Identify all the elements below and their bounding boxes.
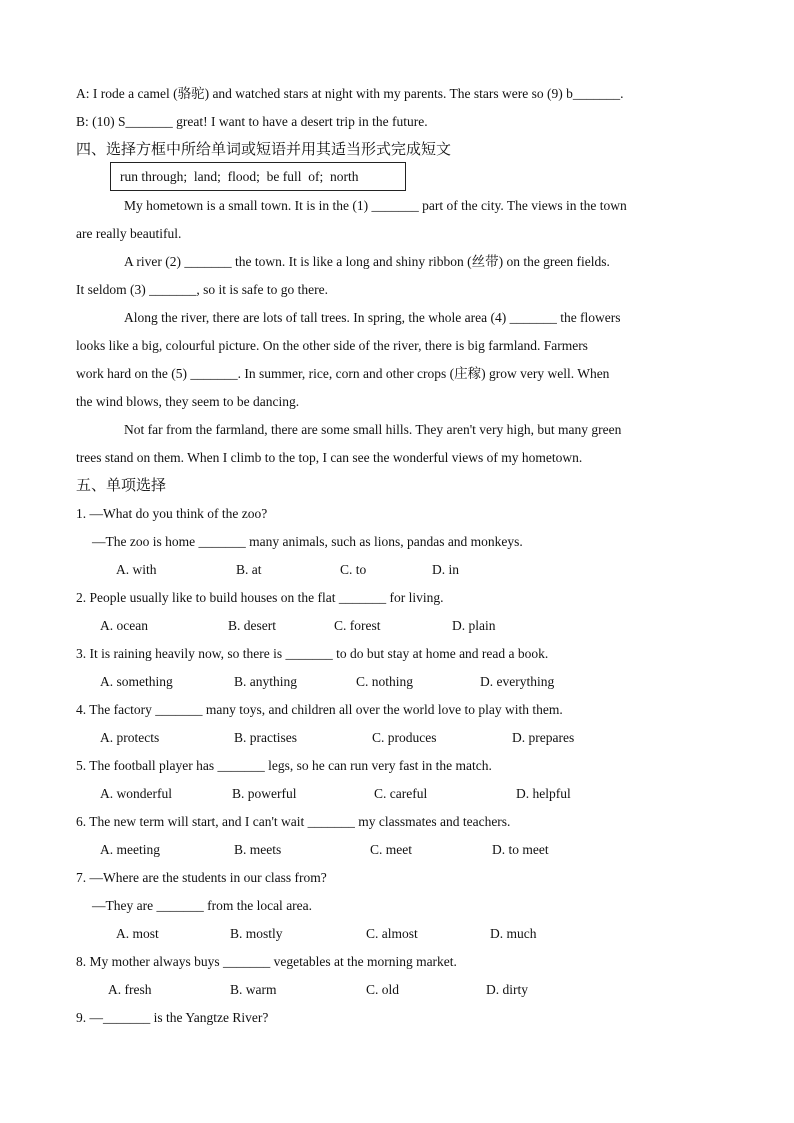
option-d[interactable]: D. helpful bbox=[516, 786, 571, 801]
question-stem: 3. It is raining heavily now, so there is _______ to do but stay at home and read a book. bbox=[76, 646, 549, 661]
question-stem: 2. People usually like to build houses on the flat _______ for living. bbox=[76, 590, 444, 605]
passage-line: work hard on the (5) _______. In summer, rice, corn and other crops (庄稼) grow very well. When bbox=[76, 366, 610, 381]
option-c[interactable]: C. to bbox=[340, 562, 367, 577]
question-answer-line: —They are _______ from the local area. bbox=[92, 898, 313, 913]
option-b[interactable]: B. desert bbox=[228, 618, 276, 633]
passage-line: My hometown is a small town. It is in the (1) _______ part of the city. The views in the town bbox=[124, 198, 627, 213]
question-stem: 9. —_______ is the Yangtze River? bbox=[76, 1010, 269, 1025]
section-5-heading: 五、单项选择 bbox=[76, 476, 167, 494]
option-b[interactable]: B. warm bbox=[230, 982, 277, 997]
dialogue-line-b: B: (10) S_______ great! I want to have a desert trip in the future. bbox=[76, 114, 428, 129]
option-c[interactable]: C. nothing bbox=[356, 674, 414, 689]
option-d[interactable]: D. to meet bbox=[492, 842, 549, 857]
option-a[interactable]: A. wonderful bbox=[100, 786, 172, 801]
option-c[interactable]: C. careful bbox=[374, 786, 428, 801]
section-4-heading: 四、选择方框中所给单词或短语并用其适当形式完成短文 bbox=[76, 140, 452, 158]
option-a[interactable]: A. meeting bbox=[100, 842, 160, 857]
option-c[interactable]: C. old bbox=[366, 982, 400, 997]
passage-line: Along the river, there are lots of tall trees. In spring, the whole area (4) _______ the flowers bbox=[124, 310, 621, 325]
word-box: run through; land; flood; be full of; north bbox=[110, 162, 406, 191]
passage-line: trees stand on them. When I climb to the top, I can see the wonderful views of my hometown. bbox=[76, 450, 583, 465]
question-stem: 5. The football player has _______ legs, so he can run very fast in the match. bbox=[76, 758, 492, 773]
option-a[interactable]: A. something bbox=[100, 674, 173, 689]
option-c[interactable]: C. meet bbox=[370, 842, 412, 857]
passage-line: looks like a big, colourful picture. On the other side of the river, there is big farmland. Farmers bbox=[76, 338, 588, 353]
option-d[interactable]: D. prepares bbox=[512, 730, 575, 745]
question-stem: 4. The factory _______ many toys, and children all over the world love to play with them. bbox=[76, 702, 563, 717]
option-c[interactable]: C. forest bbox=[334, 618, 381, 633]
option-a[interactable]: A. fresh bbox=[108, 982, 152, 997]
question-stem: 6. The new term will start, and I can't wait _______ my classmates and teachers. bbox=[76, 814, 511, 829]
passage-line: are really beautiful. bbox=[76, 226, 182, 241]
option-c[interactable]: C. produces bbox=[372, 730, 437, 745]
passage-line: It seldom (3) _______, so it is safe to go there. bbox=[76, 282, 328, 297]
option-a[interactable]: A. ocean bbox=[100, 618, 148, 633]
option-b[interactable]: B. anything bbox=[234, 674, 297, 689]
question-answer-line: —The zoo is home _______ many animals, such as lions, pandas and monkeys. bbox=[92, 534, 523, 549]
option-b[interactable]: B. meets bbox=[234, 842, 282, 857]
option-a[interactable]: A. with bbox=[116, 562, 157, 577]
option-b[interactable]: B. practises bbox=[234, 730, 297, 745]
question-stem: 1. —What do you think of the zoo? bbox=[76, 506, 268, 521]
question-stem: 7. —Where are the students in our class from? bbox=[76, 870, 327, 885]
dialogue-line-a: A: I rode a camel (骆驼) and watched stars at night with my parents. The stars were so (9) b_______. bbox=[76, 86, 624, 101]
option-b[interactable]: B. mostly bbox=[230, 926, 283, 941]
option-d[interactable]: D. plain bbox=[452, 618, 496, 633]
passage-line: Not far from the farmland, there are some small hills. They aren't very high, but many green bbox=[124, 422, 622, 437]
option-a[interactable]: A. most bbox=[116, 926, 159, 941]
option-d[interactable]: D. everything bbox=[480, 674, 555, 689]
option-c[interactable]: C. almost bbox=[366, 926, 418, 941]
option-b[interactable]: B. at bbox=[236, 562, 262, 577]
passage-line: the wind blows, they seem to be dancing. bbox=[76, 394, 300, 409]
passage-line: A river (2) _______ the town. It is like a long and shiny ribbon (丝带) on the green fields. bbox=[124, 254, 610, 269]
option-d[interactable]: D. dirty bbox=[486, 982, 528, 997]
option-d[interactable]: D. much bbox=[490, 926, 537, 941]
question-stem: 8. My mother always buys _______ vegetables at the morning market. bbox=[76, 954, 457, 969]
option-b[interactable]: B. powerful bbox=[232, 786, 297, 801]
option-d[interactable]: D. in bbox=[432, 562, 459, 577]
option-a[interactable]: A. protects bbox=[100, 730, 160, 745]
